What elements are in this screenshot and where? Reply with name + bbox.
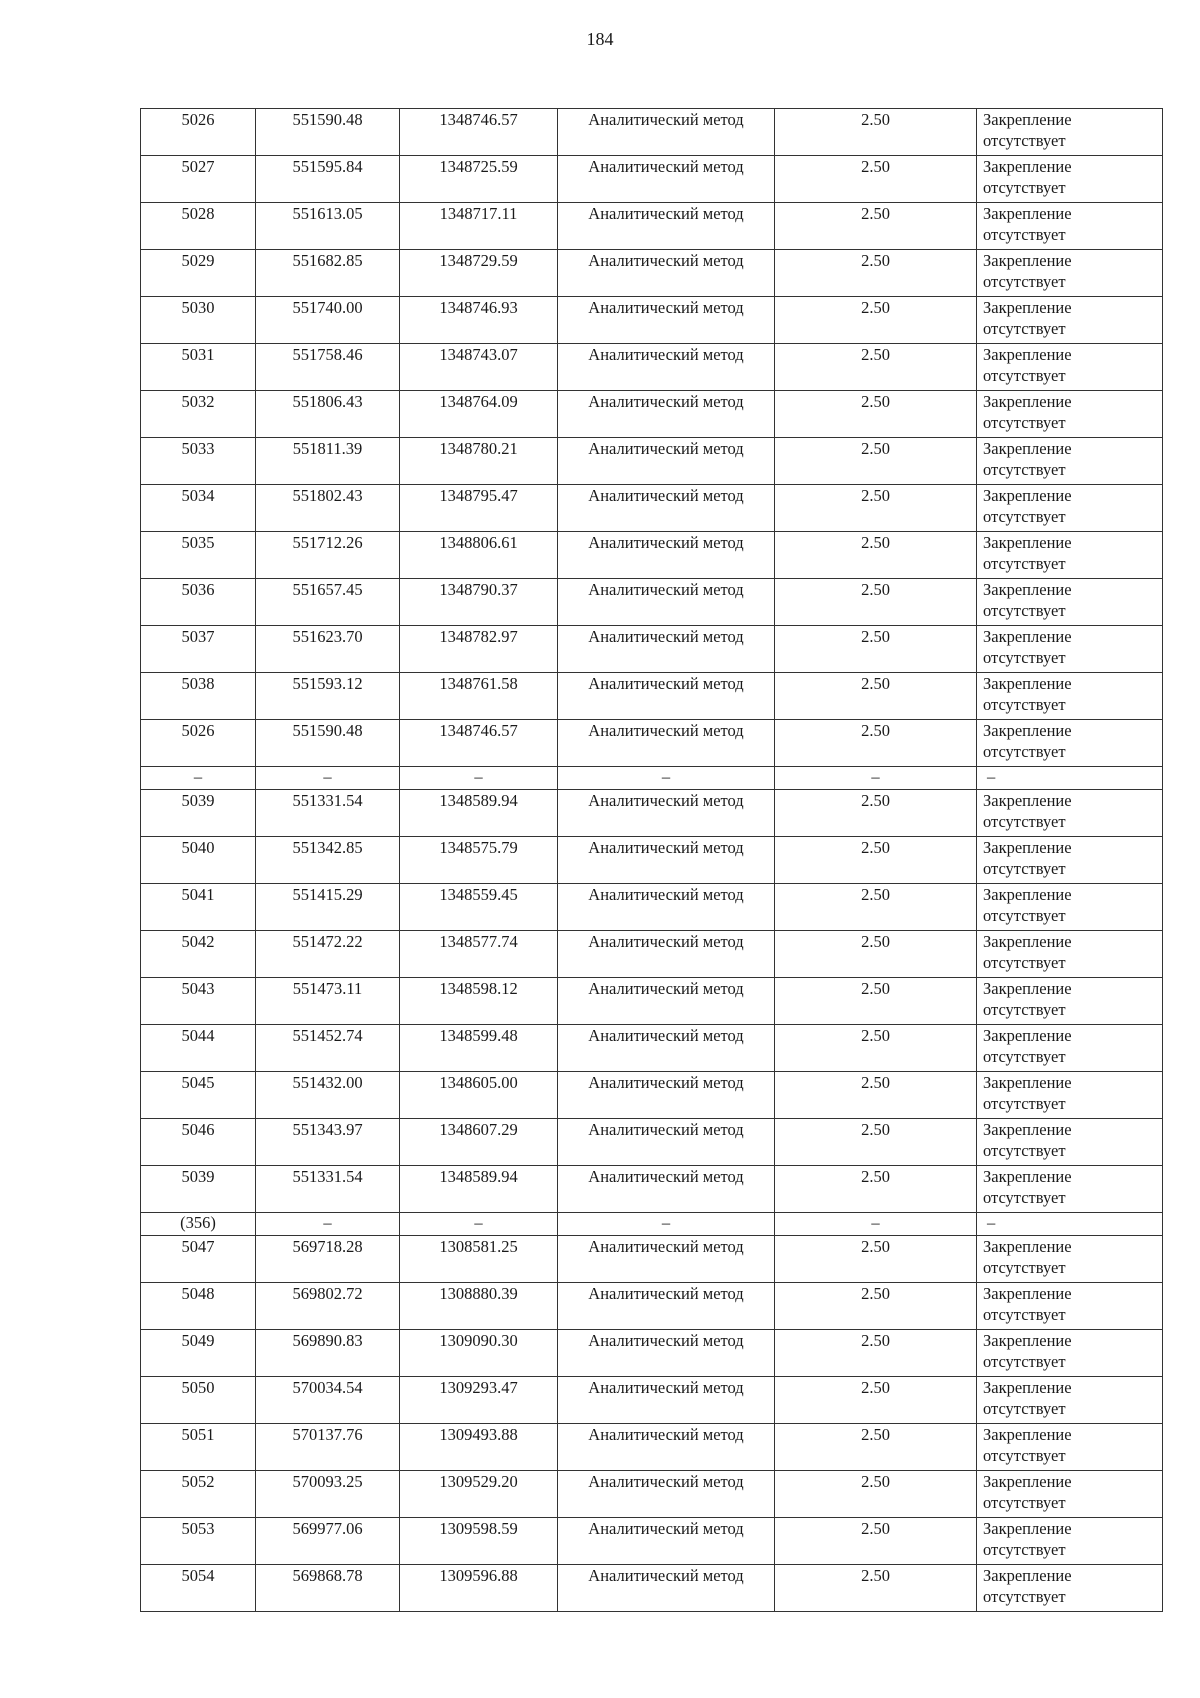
y-coordinate-cell: 1348743.07	[400, 344, 558, 391]
accuracy-cell: 2.50	[775, 532, 977, 579]
x-coordinate-cell: 569977.06	[256, 1518, 400, 1565]
separator-row	[141, 767, 1163, 790]
page-number: 184	[586, 29, 614, 49]
method-cell: Аналитический метод	[558, 485, 775, 532]
fixation-cell	[977, 720, 1163, 767]
method-cell: Аналитический метод	[558, 673, 775, 720]
table-row	[141, 673, 1163, 720]
fixation-line-1: Закрепление	[983, 1026, 1072, 1045]
fixation-line-2: отсутствует	[983, 413, 1066, 432]
y-coordinate-cell: –	[400, 767, 558, 790]
x-coordinate-cell: 551590.48	[256, 109, 400, 156]
accuracy-cell: 2.50	[775, 720, 977, 767]
method-cell: Аналитический метод	[558, 297, 775, 344]
accuracy-cell: 2.50	[775, 884, 977, 931]
fixation-line-2: отсутствует	[983, 1305, 1066, 1324]
point-id-cell: 5031	[141, 344, 256, 391]
fixation-line-2: отсутствует	[983, 1399, 1066, 1418]
fixation-cell	[977, 1283, 1163, 1330]
accuracy-cell: 2.50	[775, 931, 977, 978]
table-row	[141, 931, 1163, 978]
fixation-cell	[977, 1518, 1163, 1565]
fixation-line-2: отсутствует	[983, 1587, 1066, 1606]
fixation-line-1: Закрепление	[983, 885, 1072, 904]
fixation-line-1: Закрепление	[983, 1167, 1072, 1186]
table-row	[141, 626, 1163, 673]
x-coordinate-cell: 551343.97	[256, 1119, 400, 1166]
fixation-line-2: отсутствует	[983, 554, 1066, 573]
point-id-cell: 5042	[141, 931, 256, 978]
accuracy-cell: 2.50	[775, 579, 977, 626]
method-cell: Аналитический метод	[558, 1166, 775, 1213]
method-cell: Аналитический метод	[558, 1565, 775, 1612]
fixation-line-2: отсутствует	[983, 742, 1066, 761]
fixation-line-2: отсутствует	[983, 178, 1066, 197]
point-id-cell: 5051	[141, 1424, 256, 1471]
y-coordinate-cell: 1309596.88	[400, 1565, 558, 1612]
accuracy-cell: 2.50	[775, 156, 977, 203]
fixation-line-1: Закрепление	[983, 1472, 1072, 1491]
x-coordinate-cell: 551331.54	[256, 790, 400, 837]
fixation-cell	[977, 1213, 1163, 1236]
fixation-line-2: отсутствует	[983, 906, 1066, 925]
y-coordinate-cell: 1309598.59	[400, 1518, 558, 1565]
table-row	[141, 837, 1163, 884]
method-cell: Аналитический метод	[558, 790, 775, 837]
fixation-cell	[977, 438, 1163, 485]
x-coordinate-cell: –	[256, 1213, 400, 1236]
table-row	[141, 579, 1163, 626]
accuracy-cell: –	[775, 1213, 977, 1236]
fixation-cell	[977, 1424, 1163, 1471]
x-coordinate-cell: 570034.54	[256, 1377, 400, 1424]
point-id-cell: 5044	[141, 1025, 256, 1072]
point-id-cell: 5035	[141, 532, 256, 579]
table-row	[141, 1377, 1163, 1424]
fixation-cell	[977, 884, 1163, 931]
y-coordinate-cell: 1348746.57	[400, 109, 558, 156]
table-row	[141, 297, 1163, 344]
y-coordinate-cell: 1348605.00	[400, 1072, 558, 1119]
y-coordinate-cell: –	[400, 1213, 558, 1236]
method-cell: Аналитический метод	[558, 391, 775, 438]
y-coordinate-cell: 1348746.93	[400, 297, 558, 344]
point-id-cell: 5045	[141, 1072, 256, 1119]
method-cell: Аналитический метод	[558, 1377, 775, 1424]
accuracy-cell: 2.50	[775, 1166, 977, 1213]
point-id-cell: 5028	[141, 203, 256, 250]
point-id-cell: (356)	[141, 1213, 256, 1236]
fixation-cell	[977, 1166, 1163, 1213]
point-id-cell: 5050	[141, 1377, 256, 1424]
y-coordinate-cell: 1348761.58	[400, 673, 558, 720]
point-id-cell: 5029	[141, 250, 256, 297]
table-row	[141, 978, 1163, 1025]
x-coordinate-cell: 551473.11	[256, 978, 400, 1025]
fixation-line-1: Закрепление	[983, 1120, 1072, 1139]
x-coordinate-cell: –	[256, 767, 400, 790]
y-coordinate-cell: 1348717.11	[400, 203, 558, 250]
method-cell: –	[558, 767, 775, 790]
fixation-cell	[977, 978, 1163, 1025]
point-id-cell: 5039	[141, 1166, 256, 1213]
fixation-cell	[977, 1072, 1163, 1119]
method-cell: Аналитический метод	[558, 579, 775, 626]
fixation-line-1: Закрепление	[983, 791, 1072, 810]
x-coordinate-cell: 551593.12	[256, 673, 400, 720]
y-coordinate-cell: 1348795.47	[400, 485, 558, 532]
y-coordinate-cell: 1348764.09	[400, 391, 558, 438]
table-row	[141, 1565, 1163, 1612]
point-id-cell: 5046	[141, 1119, 256, 1166]
fixation-line-1: Закрепление	[983, 721, 1072, 740]
y-coordinate-cell: 1348577.74	[400, 931, 558, 978]
fixation-cell	[977, 790, 1163, 837]
method-cell: –	[558, 1213, 775, 1236]
accuracy-cell: 2.50	[775, 485, 977, 532]
fixation-line-1: Закрепление	[983, 674, 1072, 693]
method-cell: Аналитический метод	[558, 344, 775, 391]
fixation-cell	[977, 485, 1163, 532]
point-id-cell: 5041	[141, 884, 256, 931]
table-row	[141, 391, 1163, 438]
point-id-cell: 5030	[141, 297, 256, 344]
fixation-cell	[977, 1565, 1163, 1612]
accuracy-cell: 2.50	[775, 391, 977, 438]
method-cell: Аналитический метод	[558, 1072, 775, 1119]
fixation-line-1: Закрепление	[983, 838, 1072, 857]
fixation-line-2: отсутствует	[983, 1352, 1066, 1371]
x-coordinate-cell: 569868.78	[256, 1565, 400, 1612]
fixation-line-2: отсутствует	[983, 1141, 1066, 1160]
fixation-line-2: отсутствует	[983, 859, 1066, 878]
fixation-cell	[977, 767, 1163, 790]
x-coordinate-cell: 551590.48	[256, 720, 400, 767]
accuracy-cell: 2.50	[775, 438, 977, 485]
x-coordinate-cell: 551758.46	[256, 344, 400, 391]
method-cell: Аналитический метод	[558, 438, 775, 485]
x-coordinate-cell: 551432.00	[256, 1072, 400, 1119]
table-row	[141, 532, 1163, 579]
fixation-line-2: отсутствует	[983, 648, 1066, 667]
table-row	[141, 438, 1163, 485]
method-cell: Аналитический метод	[558, 931, 775, 978]
method-cell: Аналитический метод	[558, 1025, 775, 1072]
fixation-line-1: Закрепление	[983, 533, 1072, 552]
x-coordinate-cell: 551682.85	[256, 250, 400, 297]
fixation-line-1: Закрепление	[983, 1519, 1072, 1538]
point-id-cell: –	[141, 767, 256, 790]
y-coordinate-cell: 1348806.61	[400, 532, 558, 579]
fixation-line-1: Закрепление	[983, 979, 1072, 998]
x-coordinate-cell: 551802.43	[256, 485, 400, 532]
point-id-cell: 5043	[141, 978, 256, 1025]
fixation-line-1: Закрепление	[983, 439, 1072, 458]
fixation-cell	[977, 626, 1163, 673]
fixation-cell	[977, 1119, 1163, 1166]
point-id-cell: 5026	[141, 109, 256, 156]
y-coordinate-cell: 1309293.47	[400, 1377, 558, 1424]
method-cell: Аналитический метод	[558, 1518, 775, 1565]
table-row	[141, 1283, 1163, 1330]
fixation-line-2: отсутствует	[983, 695, 1066, 714]
x-coordinate-cell: 551712.26	[256, 532, 400, 579]
accuracy-cell: 2.50	[775, 203, 977, 250]
accuracy-cell: 2.50	[775, 1330, 977, 1377]
fixation-line-1: Закрепление	[983, 1284, 1072, 1303]
point-id-cell: 5037	[141, 626, 256, 673]
table-row	[141, 1166, 1163, 1213]
accuracy-cell: 2.50	[775, 1072, 977, 1119]
table-row	[141, 1471, 1163, 1518]
accuracy-cell: 2.50	[775, 1025, 977, 1072]
point-id-cell: 5036	[141, 579, 256, 626]
table-row	[141, 344, 1163, 391]
y-coordinate-cell: 1348725.59	[400, 156, 558, 203]
table-row	[141, 156, 1163, 203]
y-coordinate-cell: 1348598.12	[400, 978, 558, 1025]
fixation-line-2: отсутствует	[983, 460, 1066, 479]
accuracy-cell: 2.50	[775, 1119, 977, 1166]
y-coordinate-cell: 1348746.57	[400, 720, 558, 767]
fixation-cell	[977, 1025, 1163, 1072]
accuracy-cell: –	[775, 767, 977, 790]
point-id-cell: 5034	[141, 485, 256, 532]
accuracy-cell: 2.50	[775, 1518, 977, 1565]
table-body	[141, 109, 1163, 1612]
x-coordinate-cell: 551472.22	[256, 931, 400, 978]
fixation-line-2: отсутствует	[983, 319, 1066, 338]
accuracy-cell: 2.50	[775, 1283, 977, 1330]
table-row	[141, 884, 1163, 931]
table-row	[141, 1236, 1163, 1283]
method-cell: Аналитический метод	[558, 109, 775, 156]
fixation-line-1: –	[987, 1213, 996, 1232]
accuracy-cell: 2.50	[775, 1471, 977, 1518]
fixation-cell	[977, 344, 1163, 391]
fixation-line-1: Закрепление	[983, 1425, 1072, 1444]
x-coordinate-cell: 569890.83	[256, 1330, 400, 1377]
fixation-line-1: Закрепление	[983, 157, 1072, 176]
fixation-cell	[977, 1236, 1163, 1283]
method-cell: Аналитический метод	[558, 1471, 775, 1518]
table-row	[141, 1119, 1163, 1166]
method-cell: Аналитический метод	[558, 1330, 775, 1377]
y-coordinate-cell: 1308880.39	[400, 1283, 558, 1330]
accuracy-cell: 2.50	[775, 626, 977, 673]
x-coordinate-cell: 551342.85	[256, 837, 400, 884]
fixation-cell	[977, 1471, 1163, 1518]
fixation-cell	[977, 837, 1163, 884]
fixation-line-1: Закрепление	[983, 298, 1072, 317]
method-cell: Аналитический метод	[558, 156, 775, 203]
y-coordinate-cell: 1348589.94	[400, 1166, 558, 1213]
x-coordinate-cell: 551623.70	[256, 626, 400, 673]
fixation-line-2: отсутствует	[983, 812, 1066, 831]
x-coordinate-cell: 551806.43	[256, 391, 400, 438]
accuracy-cell: 2.50	[775, 1565, 977, 1612]
fixation-line-1: Закрепление	[983, 110, 1072, 129]
table-row	[141, 1025, 1163, 1072]
table-row	[141, 1072, 1163, 1119]
fixation-cell	[977, 391, 1163, 438]
fixation-line-2: отсутствует	[983, 1000, 1066, 1019]
fixation-line-2: отсутствует	[983, 953, 1066, 972]
method-cell: Аналитический метод	[558, 532, 775, 579]
method-cell: Аналитический метод	[558, 837, 775, 884]
table-row	[141, 720, 1163, 767]
x-coordinate-cell: 551595.84	[256, 156, 400, 203]
point-id-cell: 5053	[141, 1518, 256, 1565]
y-coordinate-cell: 1348599.48	[400, 1025, 558, 1072]
y-coordinate-cell: 1348790.37	[400, 579, 558, 626]
fixation-line-1: Закрепление	[983, 932, 1072, 951]
method-cell: Аналитический метод	[558, 1283, 775, 1330]
method-cell: Аналитический метод	[558, 250, 775, 297]
table-row	[141, 203, 1163, 250]
fixation-line-2: отсутствует	[983, 507, 1066, 526]
fixation-cell	[977, 579, 1163, 626]
fixation-line-1: Закрепление	[983, 1237, 1072, 1256]
fixation-line-2: отсутствует	[983, 272, 1066, 291]
fixation-cell	[977, 532, 1163, 579]
x-coordinate-cell: 569718.28	[256, 1236, 400, 1283]
fixation-line-2: отсутствует	[983, 1188, 1066, 1207]
fixation-line-2: отсутствует	[983, 225, 1066, 244]
method-cell: Аналитический метод	[558, 720, 775, 767]
y-coordinate-cell: 1348780.21	[400, 438, 558, 485]
fixation-cell	[977, 673, 1163, 720]
fixation-cell	[977, 1330, 1163, 1377]
method-cell: Аналитический метод	[558, 1236, 775, 1283]
method-cell: Аналитический метод	[558, 203, 775, 250]
x-coordinate-cell: 569802.72	[256, 1283, 400, 1330]
table-row	[141, 1424, 1163, 1471]
accuracy-cell: 2.50	[775, 109, 977, 156]
accuracy-cell: 2.50	[775, 1424, 977, 1471]
x-coordinate-cell: 570093.25	[256, 1471, 400, 1518]
method-cell: Аналитический метод	[558, 626, 775, 673]
y-coordinate-cell: 1309493.88	[400, 1424, 558, 1471]
point-id-cell: 5026	[141, 720, 256, 767]
fixation-line-1: Закрепление	[983, 251, 1072, 270]
accuracy-cell: 2.50	[775, 250, 977, 297]
y-coordinate-cell: 1308581.25	[400, 1236, 558, 1283]
x-coordinate-cell: 551740.00	[256, 297, 400, 344]
fixation-cell	[977, 156, 1163, 203]
table-row	[141, 109, 1163, 156]
fixation-cell	[977, 1377, 1163, 1424]
point-id-cell: 5038	[141, 673, 256, 720]
table-row	[141, 1518, 1163, 1565]
fixation-line-2: отсутствует	[983, 1493, 1066, 1512]
fixation-line-1: Закрепление	[983, 627, 1072, 646]
fixation-line-1: Закрепление	[983, 392, 1072, 411]
point-id-cell: 5049	[141, 1330, 256, 1377]
table-row	[141, 1330, 1163, 1377]
accuracy-cell: 2.50	[775, 978, 977, 1025]
fixation-cell	[977, 109, 1163, 156]
fixation-line-2: отсутствует	[983, 366, 1066, 385]
fixation-cell	[977, 250, 1163, 297]
y-coordinate-cell: 1348575.79	[400, 837, 558, 884]
y-coordinate-cell: 1348607.29	[400, 1119, 558, 1166]
fixation-line-2: отсутствует	[983, 1094, 1066, 1113]
y-coordinate-cell: 1348729.59	[400, 250, 558, 297]
accuracy-cell: 2.50	[775, 673, 977, 720]
fixation-line-2: отсутствует	[983, 131, 1066, 150]
fixation-cell	[977, 931, 1163, 978]
x-coordinate-cell: 551452.74	[256, 1025, 400, 1072]
fixation-line-1: Закрепление	[983, 1566, 1072, 1585]
fixation-line-1: Закрепление	[983, 1073, 1072, 1092]
method-cell: Аналитический метод	[558, 1424, 775, 1471]
accuracy-cell: 2.50	[775, 1377, 977, 1424]
accuracy-cell: 2.50	[775, 1236, 977, 1283]
accuracy-cell: 2.50	[775, 837, 977, 884]
table-row	[141, 790, 1163, 837]
point-id-cell: 5033	[141, 438, 256, 485]
accuracy-cell: 2.50	[775, 790, 977, 837]
point-id-cell: 5052	[141, 1471, 256, 1518]
point-id-cell: 5040	[141, 837, 256, 884]
fixation-line-2: отсутствует	[983, 601, 1066, 620]
fixation-line-1: Закрепление	[983, 1331, 1072, 1350]
accuracy-cell: 2.50	[775, 344, 977, 391]
y-coordinate-cell: 1348782.97	[400, 626, 558, 673]
point-id-cell: 5054	[141, 1565, 256, 1612]
method-cell: Аналитический метод	[558, 884, 775, 931]
point-id-cell: 5048	[141, 1283, 256, 1330]
y-coordinate-cell: 1309090.30	[400, 1330, 558, 1377]
fixation-cell	[977, 297, 1163, 344]
fixation-line-1: Закрепление	[983, 1378, 1072, 1397]
fixation-line-2: отсутствует	[983, 1540, 1066, 1559]
fixation-cell	[977, 203, 1163, 250]
table-row	[141, 250, 1163, 297]
point-id-cell: 5047	[141, 1236, 256, 1283]
accuracy-cell: 2.50	[775, 297, 977, 344]
method-cell: Аналитический метод	[558, 978, 775, 1025]
fixation-line-2: отсутствует	[983, 1047, 1066, 1066]
point-id-cell: 5039	[141, 790, 256, 837]
point-id-cell: 5032	[141, 391, 256, 438]
coordinates-table	[140, 108, 1163, 1612]
fixation-line-1: Закрепление	[983, 204, 1072, 223]
x-coordinate-cell: 551657.45	[256, 579, 400, 626]
x-coordinate-cell: 551811.39	[256, 438, 400, 485]
table-row	[141, 485, 1163, 532]
x-coordinate-cell: 551415.29	[256, 884, 400, 931]
x-coordinate-cell: 570137.76	[256, 1424, 400, 1471]
fixation-line-1: –	[987, 767, 996, 786]
separator-row	[141, 1213, 1163, 1236]
fixation-line-1: Закрепление	[983, 345, 1072, 364]
point-id-cell: 5027	[141, 156, 256, 203]
y-coordinate-cell: 1348589.94	[400, 790, 558, 837]
x-coordinate-cell: 551613.05	[256, 203, 400, 250]
method-cell: Аналитический метод	[558, 1119, 775, 1166]
fixation-line-2: отсутствует	[983, 1446, 1066, 1465]
x-coordinate-cell: 551331.54	[256, 1166, 400, 1213]
y-coordinate-cell: 1309529.20	[400, 1471, 558, 1518]
y-coordinate-cell: 1348559.45	[400, 884, 558, 931]
fixation-line-1: Закрепление	[983, 486, 1072, 505]
fixation-line-2: отсутствует	[983, 1258, 1066, 1277]
fixation-line-1: Закрепление	[983, 580, 1072, 599]
